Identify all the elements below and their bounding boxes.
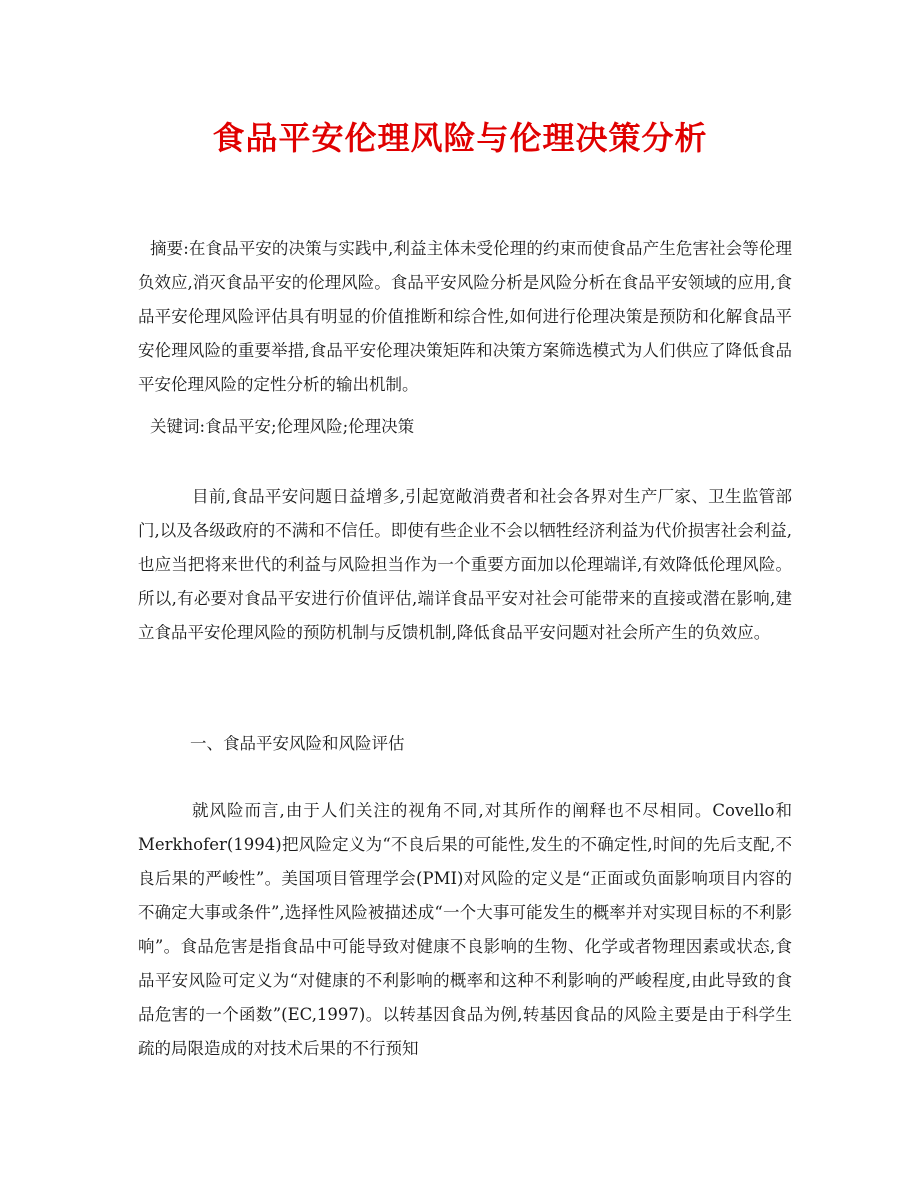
keywords-line: 关键词:食品平安;伦理风险;伦理决策 <box>150 417 415 436</box>
document-title: 食品平安伦理风险与伦理决策分析 <box>212 119 708 157</box>
intro-paragraph: 目前,食品平安问题日益增多,引起宽敞消费者和社会各界对生产厂家、卫生监管部门,以及各级政府的不满和不信任。即使有些企业不会以牺牲经济利益为代价损害社会利益,也应当把将来世代的利益与风险担当作为一个重要方面加以伦理端详,有效降低伦理风险。所以,有必要对食品平安进行价值评估,端详食品平安对社会可能带来的直接或潜在影响,建立食品平安伦理风险的预防机制与反馈机制,降低食品平安问题对社会所产生的负效应。 <box>138 487 792 642</box>
abstract-paragraph: 摘要:在食品平安的决策与实践中,利益主体未受伦理的约束而使食品产生危害社会等伦理负效应,消灭食品平安的伦理风险。食品平安风险分析是风险分析在食品平安领域的应用,食品平安伦理风险评估具有明显的价值推断和综合性,如何进行伦理决策是预防和化解食品平安伦理风险的重要举措,食品平安伦理决策矩阵和决策方案筛选模式为人们供应了降低食品平安伦理风险的定性分析的输出机制。 <box>138 239 792 394</box>
section-heading: 一、食品平安风险和风险评估 <box>190 734 405 753</box>
body-paragraph: 就风险而言,由于人们关注的视角不同,对其所作的阐释也不尽相同。Covello和Merkhofer(1994)把风险定义为“不良后果的可能性,发生的不确定性,时间的先后支配,不良后果的严峻性”。美国项目管理学会(PMI)对风险的定义是“正面或负面影响项目内容的不确定大事或条件”,选择性风险被描述成“一个大事可能发生的概率并对实现目标的不利影响”。食品危害是指食品中可能导致对健康不良影响的生物、化学或者物理因素或状态,食品平安风险可定义为“对健康的不利影响的概率和这种不利影响的严峻程度,由此导致的食品危害的一个函数”(EC,1997)。以转基因食品为例,转基因食品的风险主要是由于科学生疏的局限造成的对技术后果的不行预知 <box>138 801 792 1058</box>
